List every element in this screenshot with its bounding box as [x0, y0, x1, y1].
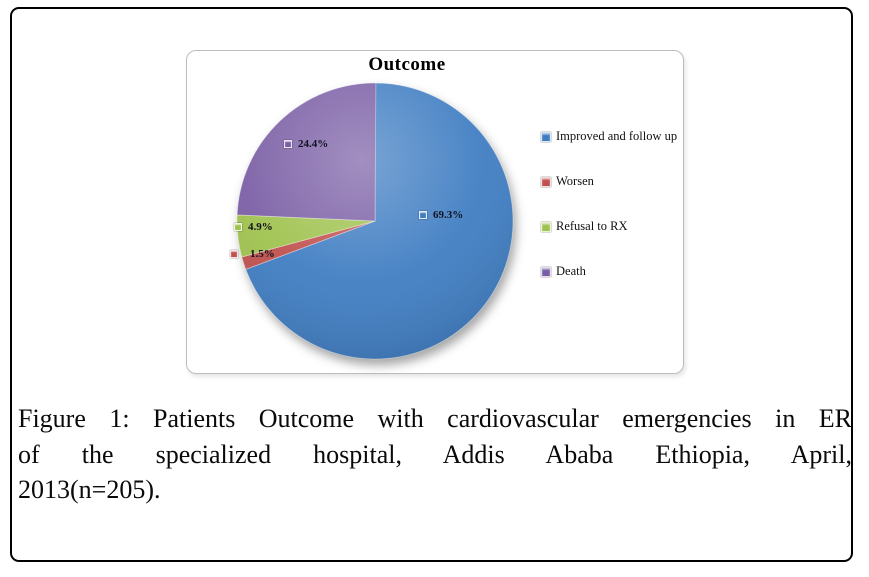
slice-label-text: 1.5% — [250, 248, 275, 260]
legend-marker-icon — [541, 267, 551, 277]
chart-legend — [541, 129, 677, 279]
pie-gloss-overlay — [237, 83, 513, 359]
legend-label: Worsen — [556, 174, 594, 188]
legend-label: Refusal to RX — [556, 219, 628, 233]
caption-line: of the specialized hospital, Addis Ababa Ethiopia, April, — [18, 439, 852, 469]
slice-label-text: 24.4% — [298, 138, 329, 150]
slice-label-worsen — [230, 248, 275, 260]
caption-line: 2013(n=205). — [18, 475, 161, 504]
caption-line: Figure 1: Patients Outcome with cardiovascular emergencies in ER — [18, 404, 852, 433]
legend-marker-icon — [541, 222, 551, 232]
slice-marker-icon — [234, 223, 242, 231]
slice-label-text: 69.3% — [433, 209, 464, 221]
figure-caption — [18, 401, 852, 508]
legend-label: Improved and follow up — [556, 129, 678, 143]
slice-label-death — [284, 138, 328, 150]
slice-label-improved — [419, 209, 463, 221]
legend-item-death — [541, 264, 677, 279]
chart-title: Outcome — [368, 54, 446, 75]
slice-label-text: 4.9% — [248, 221, 273, 233]
slice-marker-icon — [284, 140, 292, 148]
legend-item-refusal — [541, 219, 677, 234]
chart-panel — [186, 50, 684, 374]
slice-label-refusal — [234, 221, 273, 233]
legend-marker-icon — [541, 132, 551, 142]
legend-label: Death — [556, 264, 586, 278]
pie-chart — [236, 82, 514, 360]
pie-svg — [236, 82, 514, 360]
legend-item-improved — [541, 129, 677, 144]
legend-marker-icon — [541, 177, 551, 187]
legend-item-worsen — [541, 174, 677, 189]
slice-marker-icon — [230, 250, 238, 258]
slice-marker-icon — [419, 211, 427, 219]
